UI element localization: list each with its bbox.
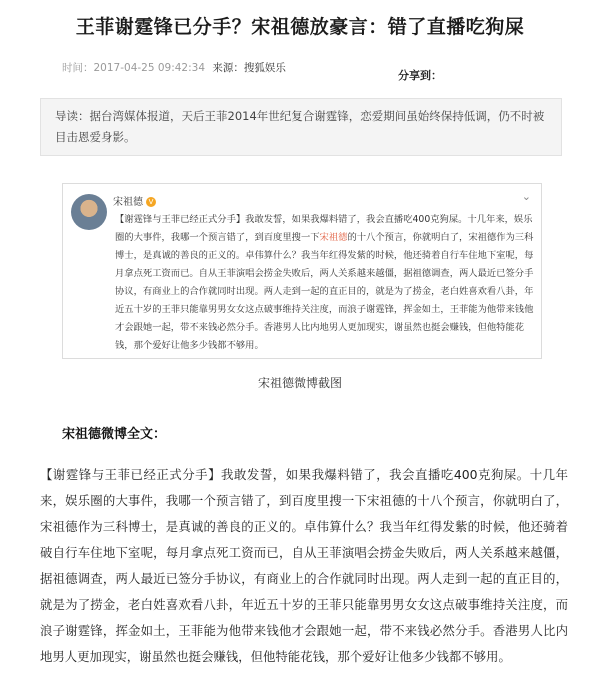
source-link[interactable]: 搜狐娱乐 [243,62,286,74]
weibo-post-highlight: 宋祖德 [319,232,348,243]
weibo-user [113,193,156,208]
avatar [71,194,107,230]
image-caption: 宋祖德微博截图 [257,376,342,390]
weibo-user-name: 宋祖德 [113,197,143,208]
publish-date: 时间：2017-04-25 09:42:34 [62,62,206,74]
full-text-heading: 宋祖德微博全文： [62,427,167,442]
weibo-post-part1: 【谢霆锋与王菲已经正式分手】我敢发誓，如果我爆料错了，我会直播吃400克狗屎。十几年来，娱乐圈的大事件，我哪一个预言错了，到百度里搜一下 [115,214,533,243]
share-label[interactable]: 分享到： [398,69,442,82]
article-meta [62,60,286,75]
weibo-post-text [115,211,535,355]
lead-box [40,98,562,156]
weibo-post-part2: 的十八个预言，你就明白了，宋祖德作为三科博士，是真诚的善良的正义的。卓伟算什么？我当年红得发紫的时候，他还骑着自行车住地下室呢，每月拿点死工资而已。自从王菲演唱会捞金失败后，两人关系越来越僵，据祖德调查，两人最近已签分手协议，有商业上的合作就同时出现。两人走到一起的直正目的，就是为了捞金，老白姓喜欢看八卦，年近五十岁的王菲只能靠男男女女这点破事维持关注度，而浪子谢霆锋，挥金如土，王菲能为他带来钱他才会跟她一起，带不来钱必然分手。香港男人比内地男人更加现实，谢虽然也挺会赚钱，但他特能花钱，那个爱好让他多少钱都不够用。 [115,232,534,351]
chevron-down-icon: ⌄ [521,190,531,203]
weibo-screenshot [62,183,542,359]
article-title: 王菲谢霆锋已分手？宋祖德放豪言：错了直播吃狗屎 [75,16,525,38]
source-prefix: 来源： [212,62,244,74]
lead-label: 导读： [55,109,90,123]
full-text-body: 【谢霆锋与王菲已经正式分手】我敢发誓，如果我爆料错了，我会直播吃400克狗屎。十几年来，娱乐圈的大事件，我哪一个预言错了，到百度里搜一下宋祖德的十八个预言，你就明白了，宋祖德作为三科博士，是真诚的善良的正义的。卓伟算什么？我当年红得发紫的时候，他还骑着破自行车住地下室呢，每月拿点死工资而已，自从王菲演唱会捞金失败后，两人关系越来越僵，据祖德调查，两人最近已签分手协议，有商业上的合作就同时出现。两人走到一起的直正目的，就是为了捞金，老白姓喜欢看八卦，年近五十岁的王菲只能靠男男女女这点破事维持关注度，而浪子谢霆锋，挥金如土，王菲能为他带来钱他才会跟她一起，带不来钱必然分手。香港男人比内地男人更加现实，谢虽然也挺会赚钱，但他特能花钱，那个爱好让他多少钱都不够用。 [40,467,568,664]
lead-text: 据台湾媒体报道，天后王菲2014年世纪复合谢霆锋，恋爱期间虽始终保持低调，仍不时被目击恩爱身影。 [55,109,545,144]
verified-badge-icon: V [146,197,156,207]
